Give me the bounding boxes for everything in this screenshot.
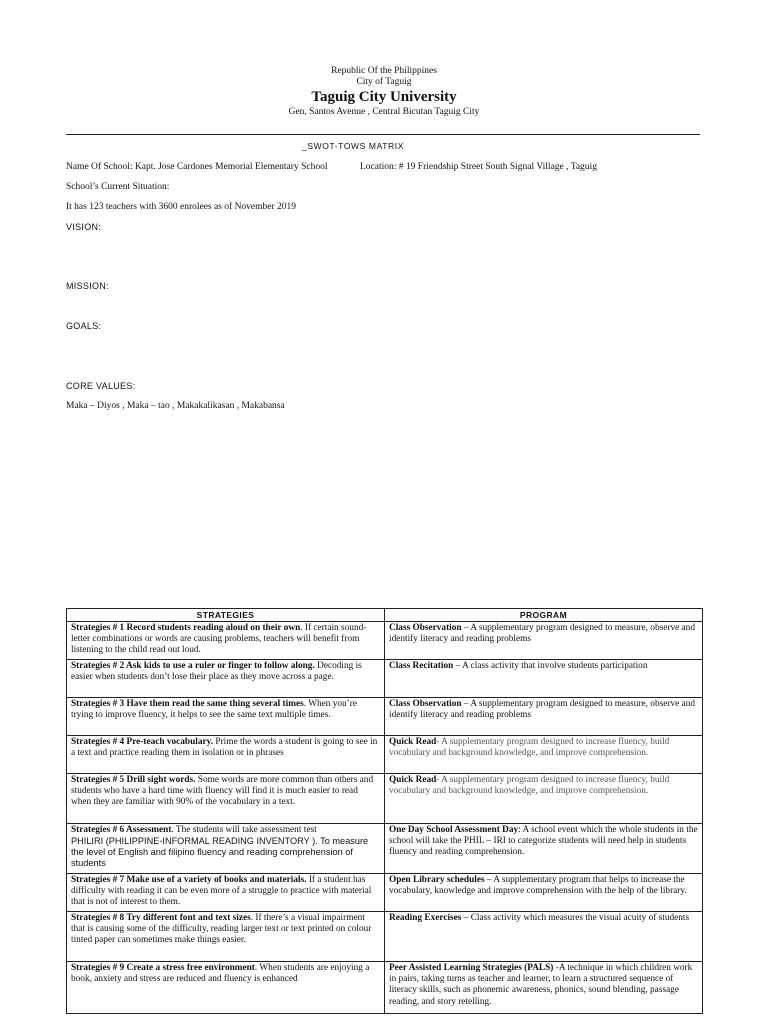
program-header: PROGRAM (385, 609, 703, 622)
table-row (67, 874, 703, 912)
school-name: Name Of School: Kapt. Jose Cardones Memorial Elementary School (66, 162, 328, 172)
header-divider (66, 134, 700, 135)
strategy-cell (67, 874, 385, 912)
core-values-text: Maka – Diyos , Maka – tao , Makakalikasan , Makabansa (66, 401, 285, 411)
strategy-cell (67, 912, 385, 962)
program-title: Peer Assisted Learning Strategies (PALS) (389, 963, 554, 973)
strategy-text: . The students will take assessment test (171, 825, 317, 835)
strategy-title: Strategies # 9 Create a stress free environment (71, 963, 255, 973)
table-row (67, 824, 703, 874)
strategy-cell (67, 962, 385, 1014)
strategy-cell (67, 774, 385, 824)
program-cell (385, 622, 703, 660)
program-title: Quick Read (389, 737, 437, 747)
strategy-cell (67, 698, 385, 736)
situation-text: It has 123 teachers with 3600 enrolees as of November 2019 (66, 202, 297, 212)
table-row (67, 622, 703, 660)
core-values-label: CORE VALUES: (66, 381, 136, 391)
program-cell (385, 660, 703, 698)
strategy-title: Strategies # 1 Record students reading aloud on their own (71, 623, 301, 633)
program-title: Class Recitation (389, 661, 454, 671)
strategy-cell (67, 736, 385, 774)
table-row (67, 962, 703, 1014)
mission-label: MISSION: (66, 281, 109, 291)
strategy-title: Strategies # 8 Try different font and text sizes (71, 913, 251, 923)
program-text: – A supplementary program designed to measure, observe and identify literacy and reading problems (389, 699, 695, 721)
program-cell (385, 698, 703, 736)
strategy-title: Strategies # 6 Assessment (71, 825, 172, 835)
table-row (67, 698, 703, 736)
program-title: Class Observation (389, 623, 462, 633)
university-title: Taguig City University (311, 89, 457, 105)
program-title: One Day School Assessment Day (389, 825, 519, 835)
program-text: – A supplementary program that helps to increase the vocabulary, knowledge and improve comprehension with the help of the library. (389, 875, 687, 897)
city-line: City of Taguig (356, 77, 412, 87)
program-title: Class Observation (389, 699, 462, 709)
strategy-text: Decoding is easier when students don’t lose their place as they move across a page. (71, 661, 362, 683)
goals-label: GOALS: (66, 321, 102, 331)
strategy-text: . If certain sound-letter combinations or words are causing problems, teachers will benefit from listening to the child read out loud. (71, 623, 367, 656)
strategies-header: STRATEGIES (67, 609, 385, 622)
program-text: – A class activity that involve students participation (453, 661, 648, 671)
vision-label: VISION: (66, 222, 102, 232)
program-cell (385, 912, 703, 962)
strategy-text: Prime the words a student is going to see in a text and practice reading them in isolation or in phrases (71, 737, 378, 759)
program-cell (385, 962, 703, 1014)
strategy-title: Strategies # 3 Have them read the same thing several times (71, 699, 304, 709)
strategy-title: Strategies # 2 Ask kids to use a ruler or finger to follow along. (71, 661, 315, 671)
strategy-text: . When you’re trying to improve fluency, it helps to see the same text multiple times. (71, 699, 357, 721)
strategies-program-table (66, 608, 703, 1014)
table-row (67, 912, 703, 962)
strategy-text: . If there’s a visual impairment that is causing some of the difficulty, reading larger text or text printed on colour tinted paper can sometimes make things easier. (71, 913, 372, 946)
republic-line: Republic Of the Philippines (331, 66, 437, 76)
school-location: Location: # 19 Friendship Street South Signal Village , Taguig (360, 162, 597, 172)
strategy-cell (67, 660, 385, 698)
program-cell (385, 736, 703, 774)
program-cell (385, 774, 703, 824)
program-title: Reading Exercises (389, 913, 462, 923)
program-text: - A supplementary program designed to increase fluency, build vocabulary and background knowledge, and improve comprehension. (389, 775, 670, 797)
table-row (67, 774, 703, 824)
table-header-row (67, 609, 703, 622)
strategy-title: Strategies # 5 Drill sight words. (71, 775, 196, 785)
matrix-title: _SWOT-TOWS MATRIX (302, 141, 404, 151)
strategy-text: . When students are enjoying a book, anxiety and stress are reduced and fluency is enhanced (71, 963, 370, 985)
strategy-title: Strategies # 4 Pre-teach vocabulary. (71, 737, 214, 747)
address-line: Gen, Santos Avenue , Central Bicutan Taguig City (288, 107, 480, 117)
program-cell (385, 824, 703, 874)
strategy-title: Strategies # 7 Make use of a variety of books and materials. (71, 875, 307, 885)
program-text: – Class activity which measures the visual acuity of students (461, 913, 690, 923)
letterhead (0, 66, 768, 118)
strategy-cell (67, 824, 385, 874)
program-text: – A supplementary program designed to measure, observe and identify literacy and reading problems (389, 623, 695, 645)
program-text: - A supplementary program designed to increase fluency, build vocabulary and background knowledge, and improve comprehension. (389, 737, 670, 759)
program-cell (385, 874, 703, 912)
strategy-extra: PHILIRI (PHILIPPINE-INFORMAL READING INVENTORY ). To measure the level of English and filipino fluency and reading comprehension of students (71, 836, 369, 869)
situation-label: School’s Current Situation: (66, 182, 170, 192)
table-row (67, 660, 703, 698)
program-text: -A technique in which children work in pairs, taking turns as teacher and learner, to learn a structured sequence of literacy skills, such as phonemic awareness, phonics, sound blending, passage reading, and story retelling. (389, 963, 693, 1007)
program-title: Open Library schedules (389, 875, 485, 885)
program-title: Quick Read (389, 775, 437, 785)
program-text: : A school event which the whole students in the school will take the PHIL – IRI to categorize students will need help in students fluency and reading comprehension. (389, 825, 698, 858)
strategy-text: Some words are more common than others and students who have a hard time with fluency will find it is much easier to read when they are familiar with 90% of the vocabulary in a text. (71, 775, 374, 808)
strategy-text: If a student has difficulty with reading it can be even more of a struggle to practice with material that is not of interest to them. (71, 875, 372, 908)
strategy-cell (67, 622, 385, 660)
table-row (67, 736, 703, 774)
